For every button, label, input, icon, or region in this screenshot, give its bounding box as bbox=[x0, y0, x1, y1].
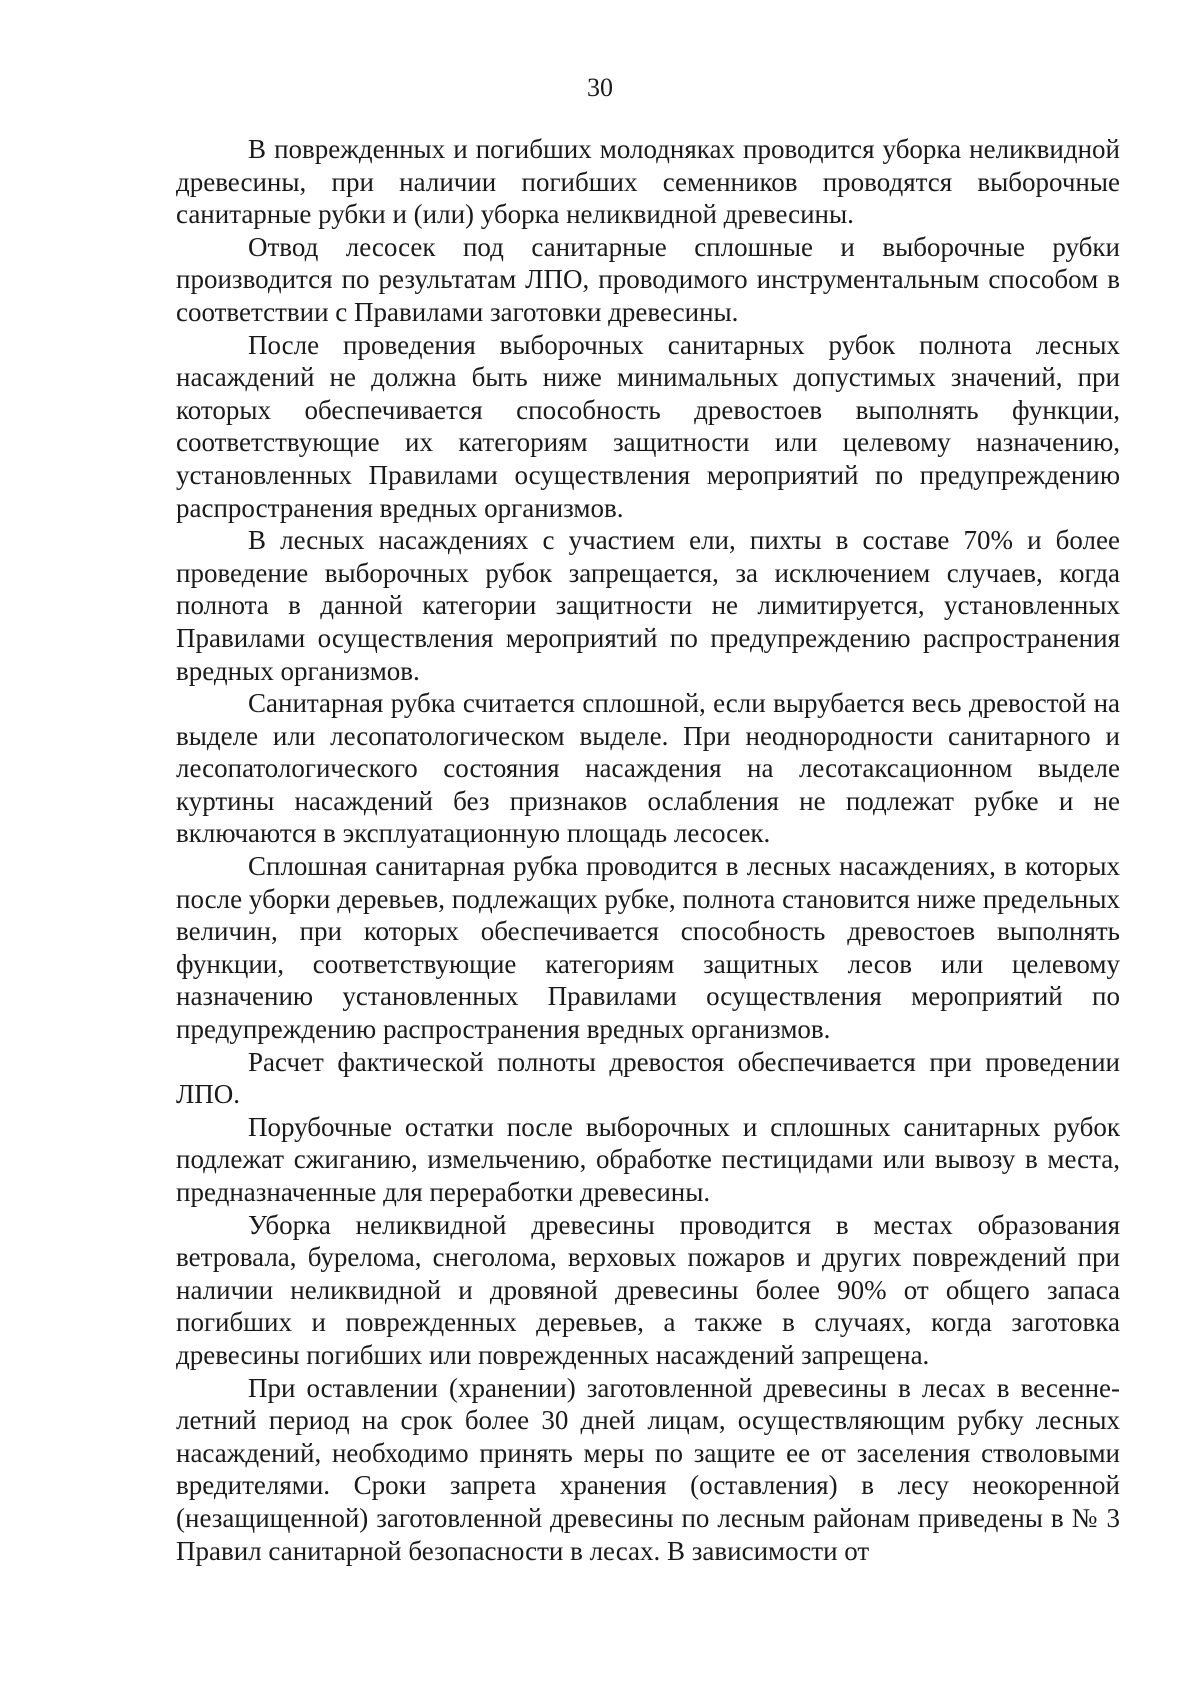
paragraph: Порубочные остатки после выборочных и сплошных санитарных рубок подлежат сжиганию, измельчению, обработке пестицидами или вывозу в места, предназначенные для переработки древесины. bbox=[176, 1111, 1120, 1207]
paragraph: Сплошная санитарная рубка проводится в лесных насаждениях, в которых после уборки деревьев, подлежащих рубке, полнота становится ниже предельных величин, при которых обеспечивается способность древостоев выполнять функции, соответствующие категориям защитных лесов или целевому назначению установленных Правилами осуществления мероприятий по предупреждению распространения вредных организмов. bbox=[176, 851, 1120, 1045]
page-number: 30 bbox=[587, 73, 613, 102]
paragraph: Расчет фактической полноты древостоя обеспечивается при проведении ЛПО. bbox=[176, 1046, 1120, 1110]
paragraph: Отвод лесосек под санитарные сплошные и выборочные рубки производится по результатам ЛПО, проводимого инструментальным способом в соответствии с Правилами заготовки древесины. bbox=[176, 231, 1120, 327]
paragraph: Уборка неликвидной древесины проводится в местах образования ветровала, бурелома, снеголома, верховых пожаров и других повреждений при наличии неликвидной и дровяной древесины более 90% от общего запаса погибших и поврежденных деревьев, а также в случаях, когда заготовка древесины погибших или поврежденных насаждений запрещена. bbox=[176, 1209, 1120, 1370]
paragraph: В поврежденных и погибших молодняках проводится уборка неликвидной древесины, при наличии погибших семенников проводятся выборочные санитарные рубки и (или) уборка неликвидной древесины. bbox=[176, 134, 1120, 230]
paragraph: При оставлении (хранении) заготовленной древесины в лесах в весенне-летний период на срок более 30 дней лицам, осуществляющим рубку лесных насаждений, необходимо принять меры по защите ее от заселения стволовыми вредителями. Сроки запрета хранения (оставления) в лесу неокоренной (незащищенной) заготовленной древесины по лесным районам приведены в № 3 Правил санитарной безопасности в лесах. В зависимости от bbox=[176, 1372, 1120, 1566]
paragraph: Санитарная рубка считается сплошной, если вырубается весь древостой на выделе или лесопатологическом выделе. При неоднородности санитарного и лесопатологического состояния насаждения на лесотаксационном выделе куртины насаждений без признаков ослабления не подлежат рубке и не включаются в эксплуатационную площадь лесосек. bbox=[176, 688, 1120, 849]
paragraph: После проведения выборочных санитарных рубок полнота лесных насаждений не должна быть ниже минимальных допустимых значений, при которых обеспечивается способность древостоев выполнять функции, соответствующие их категориям защитности или целевому назначению, установленных Правилами осуществления мероприятий по предупреждению распространения вредных организмов. bbox=[176, 329, 1120, 523]
document-body bbox=[176, 133, 1120, 1567]
paragraph: В лесных насаждениях с участием ели, пихты в составе 70% и более проведение выборочных рубок запрещается, за исключением случаев, когда полнота в данной категории защитности не лимитируется, установленных Правилами осуществления мероприятий по предупреждению распространения вредных организмов. bbox=[176, 525, 1120, 686]
